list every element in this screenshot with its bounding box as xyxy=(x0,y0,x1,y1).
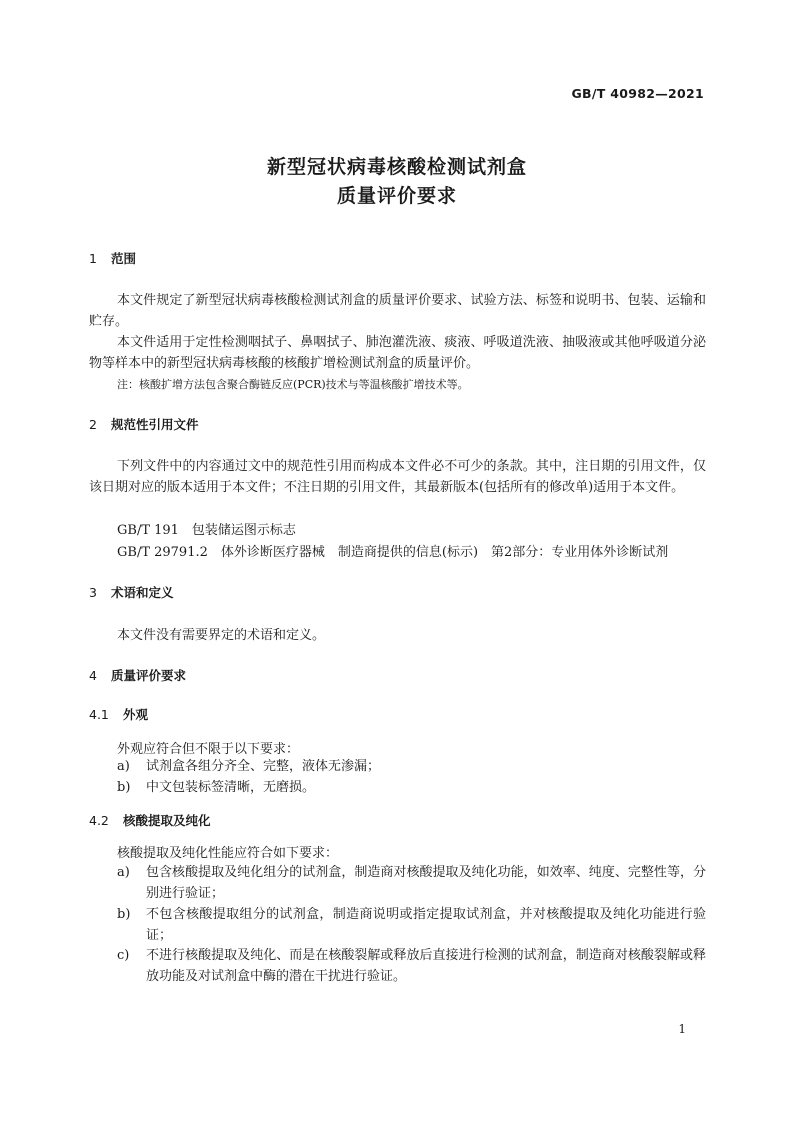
list-text: 包含核酸提取及纯化组分的试剂盒，制造商对核酸提取及纯化功能，如效率、纯度、完整性等，分别进行验证； xyxy=(146,865,706,901)
section-title: 范围 xyxy=(111,251,137,266)
list-marker: b) xyxy=(117,907,131,922)
section-2-heading xyxy=(89,415,199,433)
subsection-4-1-heading xyxy=(89,705,148,723)
list-marker: a) xyxy=(117,865,130,880)
section-title: 规范性引用文件 xyxy=(111,417,199,432)
reference-item: GB/T 29791.2 体外诊断医疗器械 制造商提供的信息(标示) 第2部分：专业用体外诊断试剂 xyxy=(117,545,669,560)
section-title: 核酸提取及纯化 xyxy=(123,813,211,828)
paragraph-appearance-intro: 外观应符合但不限于以下要求： xyxy=(117,742,300,757)
document-subtitle: 质量评价要求 xyxy=(336,185,457,207)
list-marker: c) xyxy=(117,948,130,963)
section-4-heading xyxy=(89,666,186,684)
section-number: 1 xyxy=(89,251,97,266)
paragraph-scope-1: 本文件规定了新型冠状病毒核酸检测试剂盒的质量评价要求、试验方法、标签和说明书、包装、运输和贮存。 xyxy=(89,293,706,329)
list-item xyxy=(117,945,706,987)
section-3-heading xyxy=(89,583,174,601)
paragraph-references: 下列文件中的内容通过文中的规范性引用而构成本文件必不可少的条款。其中，注日期的引用文件，仅该日期对应的版本适用于本文件；不注日期的引用文件，其最新版本(包括所有的修改单)适用于本文件。 xyxy=(89,459,706,495)
paragraph-extraction-intro: 核酸提取及纯化性能应符合如下要求： xyxy=(117,846,339,861)
list-text: 试剂盒各组分齐全、完整，液体无渗漏； xyxy=(146,759,381,774)
section-number: 4 xyxy=(89,668,97,683)
section-title: 术语和定义 xyxy=(111,585,174,600)
paragraph-terms: 本文件没有需要界定的术语和定义。 xyxy=(117,628,326,643)
section-1-heading xyxy=(89,249,136,267)
section-number: 2 xyxy=(89,417,97,432)
list-marker: a) xyxy=(117,759,130,774)
page-number: 1 xyxy=(678,1022,686,1036)
paragraph-scope-2: 本文件适用于定性检测咽拭子、鼻咽拭子、肺泡灌洗液、痰液、呼吸道洗液、抽吸液或其他呼吸道分泌物等样本中的新型冠状病毒核酸的核酸扩增检测试剂盒的质量评价。 xyxy=(89,335,706,371)
section-number: 4.1 xyxy=(89,707,109,722)
section-number: 4.2 xyxy=(89,813,109,828)
section-title: 外观 xyxy=(123,707,149,722)
list-item xyxy=(117,862,706,904)
list-text: 不进行核酸提取及纯化、而是在核酸裂解或释放后直接进行检测的试剂盒，制造商对核酸裂解或释放功能及对试剂盒中酶的潜在干扰进行验证。 xyxy=(146,948,706,984)
document-title: 新型冠状病毒核酸检测试剂盒 xyxy=(266,156,527,178)
reference-item: GB/T 191 包装储运图示标志 xyxy=(117,523,296,538)
section-title: 质量评价要求 xyxy=(111,668,187,683)
section-number: 3 xyxy=(89,585,97,600)
standard-code: GB/T 40982—2021 xyxy=(571,86,704,101)
note: 注：核酸扩增方法包含聚合酶链反应(PCR)技术与等温核酸扩增技术等。 xyxy=(117,378,469,391)
list-text: 不包含核酸提取组分的试剂盒，制造商说明或指定提取试剂盒，并对核酸提取及纯化功能进行验证； xyxy=(146,907,706,943)
list-item xyxy=(117,756,706,777)
list-item xyxy=(117,777,706,798)
subsection-4-2-heading xyxy=(89,811,211,829)
list-marker: b) xyxy=(117,780,131,795)
list-text: 中文包装标签清晰，无磨损。 xyxy=(146,780,316,795)
list-item xyxy=(117,904,706,946)
